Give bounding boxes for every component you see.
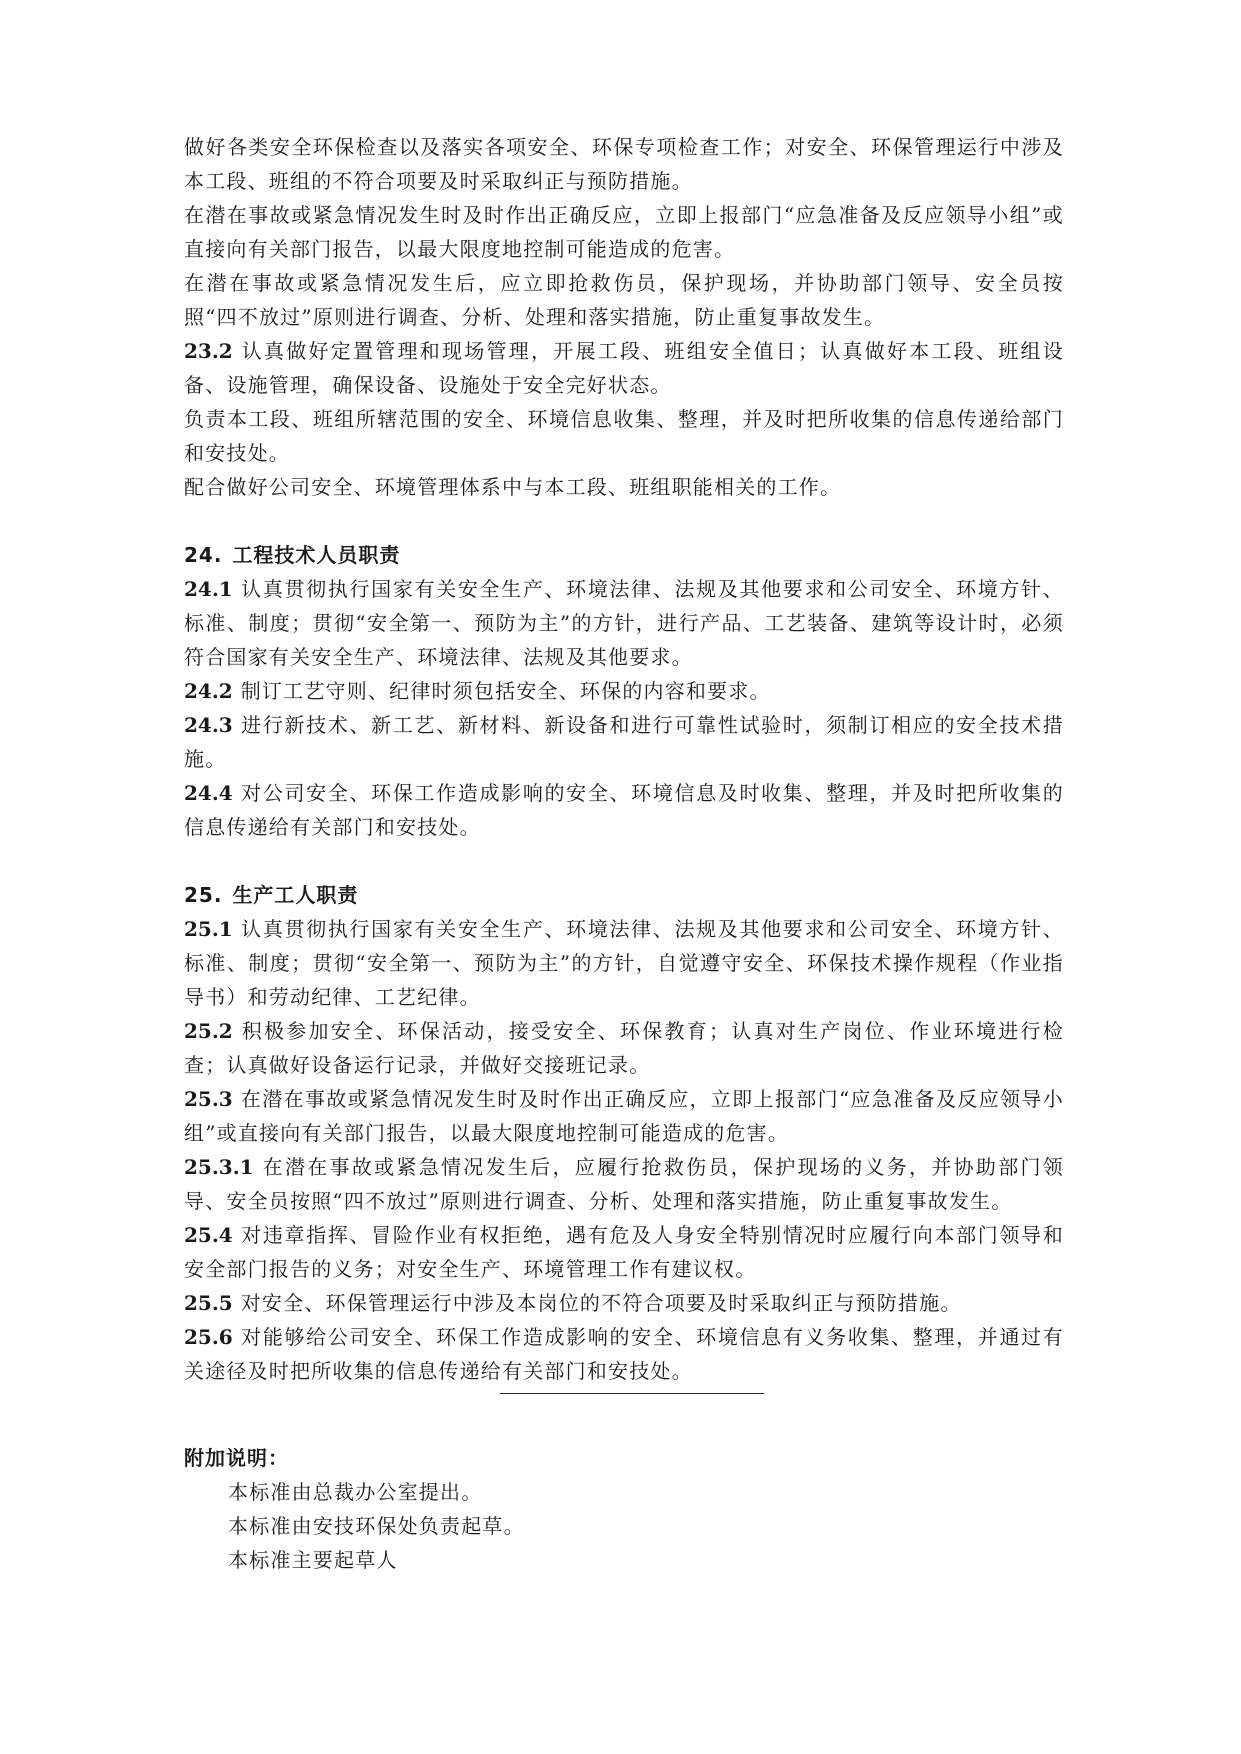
clause-text: 在潜在事故或紧急情况发生后，应履行抢救伤员，保护现场的义务，并协助部门领导、安全员按照“四不放过”原则进行调查、分析、处理和落实措施，防止重复事故发生。	[184, 1155, 1064, 1213]
clause-number: 25.5	[184, 1291, 233, 1315]
clause-25-6	[184, 1320, 1064, 1388]
clause-number: 23.2	[184, 339, 233, 363]
clause-25-4	[184, 1218, 1064, 1286]
clause-24-2	[184, 674, 1064, 708]
clause-text: 认真做好定置管理和现场管理，开展工段、班组安全值日；认真做好本工段、班组设备、设施管理，确保设备、设施处于安全完好状态。	[184, 339, 1064, 397]
clause-text: 对违章指挥、冒险作业有权拒绝，遇有危及人身安全特别情况时应履行向本部门领导和安全部门报告的义务；对安全生产、环境管理工作有建议权。	[184, 1223, 1064, 1281]
clause-text: 认真贯彻执行国家有关安全生产、环境法律、法规及其他要求和公司安全、环境方针、标准、制度；贯彻“安全第一、预防为主”的方针，自觉遵守安全、环保技术操作规程（作业指导书）和劳动纪律、工艺纪律。	[184, 917, 1064, 1009]
clause-25-3-1	[184, 1150, 1064, 1218]
clause-text: 进行新技术、新工艺、新材料、新设备和进行可靠性试验时，须制订相应的安全技术措施。	[184, 713, 1064, 771]
clause-number: 25.1	[184, 917, 233, 941]
end-divider	[500, 1393, 764, 1394]
clause-24-1	[184, 572, 1064, 674]
clause-24-3	[184, 708, 1064, 776]
clause-number: 25.4	[184, 1223, 233, 1247]
paragraph: 在潜在事故或紧急情况发生后，应立即抢救伤员，保护现场，并协助部门领导、安全员按照“四不放过”原则进行调查、分析、处理和落实措施，防止重复事故发生。	[184, 271, 1064, 329]
appendix-title: 附加说明：	[184, 1446, 289, 1470]
clause-text: 制订工艺守则、纪律时须包括安全、环保的内容和要求。	[240, 679, 771, 703]
clause-25-5	[184, 1286, 1064, 1320]
clause-number: 25.3.1	[184, 1155, 254, 1179]
clause-25-1	[184, 912, 1064, 1014]
section-number: 24.	[184, 543, 223, 567]
document-body	[184, 130, 1064, 1388]
clause-number: 24.1	[184, 577, 233, 601]
paragraph: 配合做好公司安全、环境管理体系中与本工段、班组职能相关的工作。	[184, 475, 842, 499]
appendix-line: 本标准由安技环保处负责起草。	[228, 1514, 525, 1538]
clause-number: 25.3	[184, 1087, 233, 1111]
clause-number: 24.2	[184, 679, 233, 703]
section-number: 25.	[184, 883, 223, 907]
section-title: 生产工人职责	[232, 883, 359, 907]
clause-text: 积极参加安全、环保活动，接受安全、环保教育；认真对生产岗位、作业环境进行检查；认真做好设备运行记录，并做好交接班记录。	[184, 1019, 1064, 1077]
clause-number: 25.2	[184, 1019, 233, 1043]
clause-text: 对公司安全、环保工作造成影响的安全、环境信息及时收集、整理，并及时把所收集的信息传递给有关部门和安技处。	[184, 781, 1064, 839]
clause-text: 认真贯彻执行国家有关安全生产、环境法律、法规及其他要求和公司安全、环境方针、标准、制度；贯彻“安全第一、预防为主”的方针，进行产品、工艺装备、建筑等设计时，必须符合国家有关安全生产、环境法律、法规及其他要求。	[184, 577, 1064, 669]
clause-23-2	[184, 334, 1064, 402]
clause-number: 25.6	[184, 1325, 233, 1349]
appendix	[184, 1441, 884, 1577]
clause-25-3	[184, 1082, 1064, 1150]
appendix-line: 本标准主要起草人	[228, 1548, 398, 1572]
paragraph: 在潜在事故或紧急情况发生时及时作出正确反应，立即上报部门“应急准备及反应领导小组”或直接向有关部门报告，以最大限度地控制可能造成的危害。	[184, 203, 1064, 261]
paragraph: 做好各类安全环保检查以及落实各项安全、环保专项检查工作；对安全、环保管理运行中涉及本工段、班组的不符合项要及时采取纠正与预防措施。	[184, 135, 1064, 193]
clause-text: 对安全、环保管理运行中涉及本岗位的不符合项要及时采取纠正与预防措施。	[240, 1291, 962, 1315]
section-heading-25	[184, 878, 1064, 912]
clause-24-4	[184, 776, 1064, 844]
clause-number: 24.4	[184, 781, 233, 805]
paragraph: 负责本工段、班组所辖范围的安全、环境信息收集、整理，并及时把所收集的信息传递给部门和安技处。	[184, 407, 1064, 465]
section-title: 工程技术人员职责	[232, 543, 401, 567]
appendix-line: 本标准由总裁办公室提出。	[228, 1480, 483, 1504]
clause-text: 对能够给公司安全、环保工作造成影响的安全、环境信息有义务收集、整理，并通过有关途径及时把所收集的信息传递给有关部门和安技处。	[184, 1325, 1064, 1383]
clause-text: 在潜在事故或紧急情况发生时及时作出正确反应，立即上报部门“应急准备及反应领导小组”或直接向有关部门报告，以最大限度地控制可能造成的危害。	[184, 1087, 1064, 1145]
clause-number: 24.3	[184, 713, 233, 737]
section-heading-24	[184, 538, 1064, 572]
clause-25-2	[184, 1014, 1064, 1082]
